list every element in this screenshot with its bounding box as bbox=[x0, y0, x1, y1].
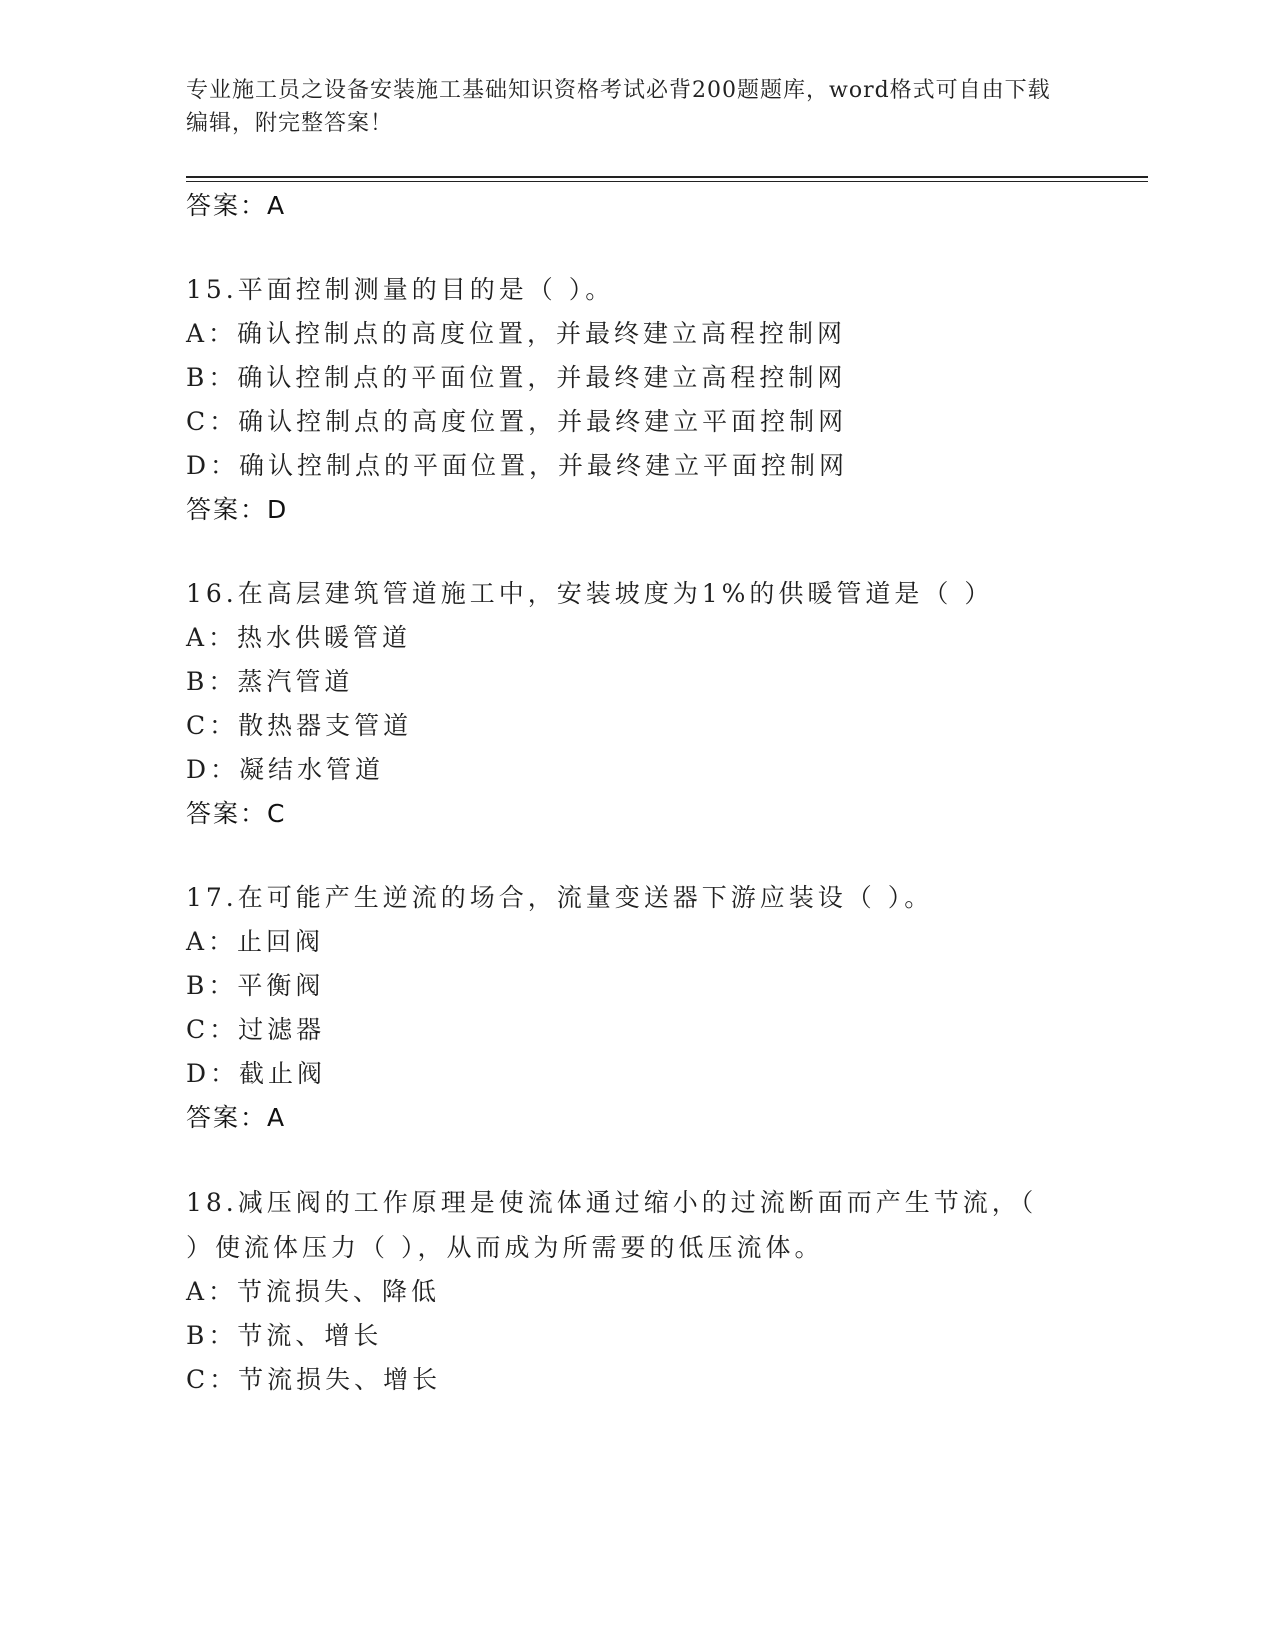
question-18-option-c: C：节流损失、增长 bbox=[186, 1365, 442, 1394]
header-divider-thick bbox=[186, 176, 1148, 178]
question-16-answer: 答案：C bbox=[186, 799, 287, 828]
question-16-option-a: A：热水供暖管道 bbox=[186, 623, 412, 652]
question-17-stem: 17.在可能产生逆流的场合，流量变送器下游应装设（ ）。 bbox=[186, 883, 934, 912]
question-15-option-b: B：确认控制点的平面位置，并最终建立高程控制网 bbox=[186, 363, 847, 392]
question-17-option-c: C：过滤器 bbox=[186, 1015, 326, 1044]
question-16-option-c: C：散热器支管道 bbox=[186, 711, 413, 740]
question-16-option-d: D：凝结水管道 bbox=[186, 755, 385, 784]
question-15-answer: 答案：D bbox=[186, 495, 289, 524]
question-16-option-b: B：蒸汽管道 bbox=[186, 667, 354, 696]
document-header: 专业施工员之设备安装施工基础知识资格考试必背200题题库，word格式可自由下载编辑，附完整答案！ bbox=[186, 78, 1051, 136]
question-15-option-a: A：确认控制点的高度位置，并最终建立高程控制网 bbox=[186, 319, 847, 348]
question-15-option-d: D：确认控制点的平面位置，并最终建立平面控制网 bbox=[186, 451, 849, 480]
question-18-stem: 18.减压阀的工作原理是使流体通过缩小的过流断面而产生节流，（ ）使流体压力（ ），从而成为所需要的低压流体。 bbox=[186, 1188, 1038, 1262]
question-18-option-b: B：节流、增长 bbox=[186, 1321, 383, 1350]
question-15-stem: 15.平面控制测量的目的是（ ）。 bbox=[186, 275, 615, 304]
question-16-stem: 16.在高层建筑管道施工中，安装坡度为1%的供暖管道是（ ） bbox=[186, 579, 994, 608]
question-17-option-b: B：平衡阀 bbox=[186, 971, 325, 1000]
question-17-option-a: A：止回阀 bbox=[186, 927, 325, 956]
question-15-option-c: C：确认控制点的高度位置，并最终建立平面控制网 bbox=[186, 407, 848, 436]
question-17-answer: 答案：A bbox=[186, 1103, 287, 1132]
header-divider-thin bbox=[186, 181, 1148, 182]
question-18-option-a: A：节流损失、降低 bbox=[186, 1277, 441, 1306]
question-17-option-d: D：截止阀 bbox=[186, 1059, 327, 1088]
previous-answer: 答案：A bbox=[186, 191, 287, 220]
